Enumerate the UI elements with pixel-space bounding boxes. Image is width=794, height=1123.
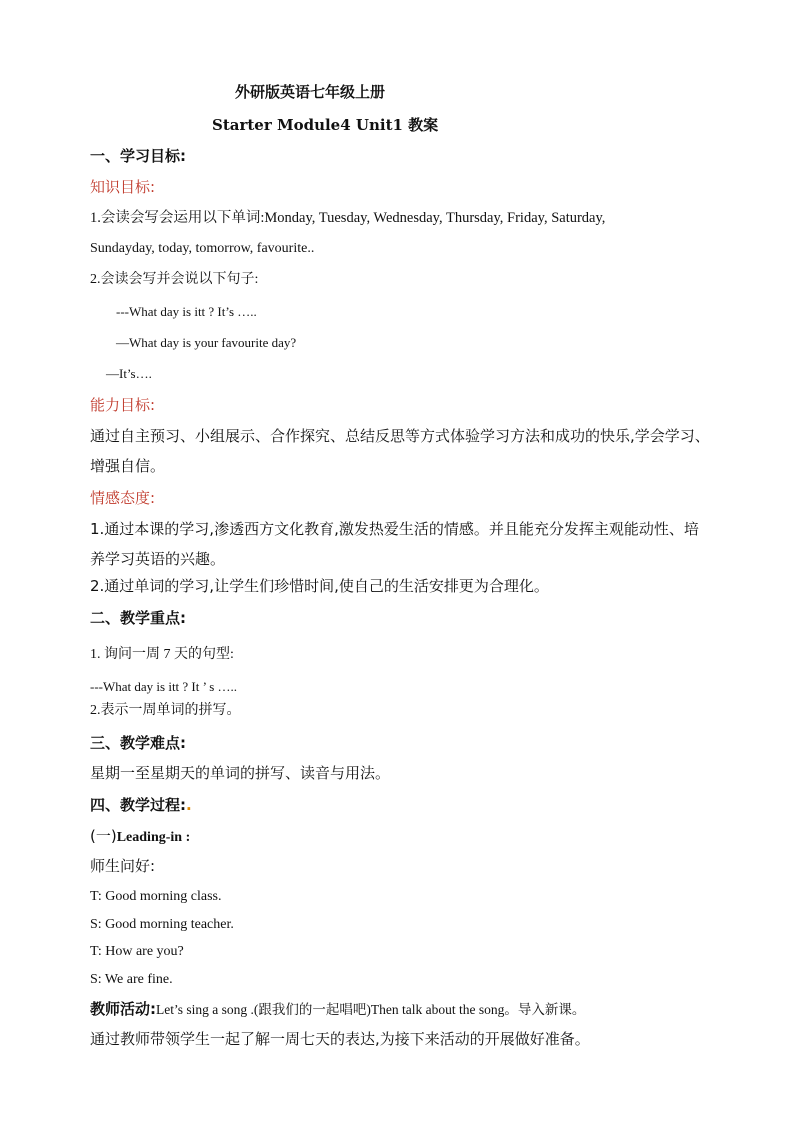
knowledge-item-1-cont: Sundayday, today, tomorrow, favourite.. bbox=[90, 241, 315, 256]
section4-heading bbox=[90, 795, 192, 815]
emotion-attitude-label: 情感态度: bbox=[90, 489, 156, 507]
knowledge-item-2: 2.会读会写并会说以下句子: bbox=[90, 272, 259, 287]
subsection-title: Leading-in : bbox=[116, 830, 191, 845]
teacher-activity-text: Let’s sing a song .(跟我们的一起唱吧)Then talk about the song。导入新课。 bbox=[156, 1002, 586, 1017]
subsection-leading-in bbox=[90, 826, 190, 848]
teacher-activity-label: 教师活动: bbox=[90, 1000, 156, 1018]
dialog-line: T: Good morning class. bbox=[90, 889, 222, 904]
key-point-2: 2.表示一周单词的拼写。 bbox=[90, 703, 241, 718]
section4-heading-text: 四、教学过程: bbox=[90, 796, 186, 814]
document-title: 外研版英语七年级上册 bbox=[235, 83, 386, 101]
knowledge-goals-label: 知识目标: bbox=[90, 178, 156, 196]
dialog-line: S: Good morning teacher. bbox=[90, 917, 234, 932]
sentence-pattern-2: —What day is your favourite day? bbox=[116, 335, 297, 350]
section1-heading: 一、学习目标: bbox=[90, 147, 186, 165]
key-point-1-sentence: ---What day is itt ? It ’ s ….. bbox=[90, 679, 238, 694]
teacher-activity bbox=[90, 999, 585, 1020]
key-point-1: 1. 询问一周 7 天的句型: bbox=[90, 647, 234, 662]
section4-heading-dot: . bbox=[186, 796, 192, 814]
ability-goals-text: 通过自主预习、小组展示、合作探究、总结反思等方式体验学习方法和成功的快乐,学会学习、增强自信。 bbox=[90, 427, 710, 475]
section2-heading: 二、教学重点: bbox=[90, 609, 186, 627]
greeting-label: 师生问好: bbox=[90, 857, 156, 875]
subsection-number: (一) bbox=[90, 827, 117, 845]
difficulty-text: 星期一至星期天的单词的拼写、读音与用法。 bbox=[90, 764, 391, 782]
teacher-activity-note: 通过教师带领学生一起了解一周七天的表达,为接下来活动的开展做好准备。 bbox=[90, 1030, 590, 1048]
knowledge-item-1: 1.会读会写会运用以下单词:Monday, Tuesday, Wednesday, Thursday, Friday, Saturday, bbox=[90, 210, 606, 226]
document-subtitle: Starter Module4 Unit1 教案 bbox=[212, 116, 439, 134]
ability-goals-label: 能力目标: bbox=[90, 396, 156, 414]
emotion-item-1: 1.通过本课的学习,渗透西方文化教育,激发热爱生活的情感。并且能充分发挥主观能动性、培养学习英语的兴趣。 bbox=[90, 520, 699, 568]
emotion-item-2: 2.通过单词的学习,让学生们珍惜时间,使自己的生活安排更为合理化。 bbox=[90, 577, 549, 595]
sentence-pattern-1: ---What day is itt ? It’s ….. bbox=[116, 304, 257, 319]
sentence-pattern-3: —It’s…. bbox=[106, 366, 152, 381]
section3-heading: 三、教学难点: bbox=[90, 734, 186, 752]
dialog-line: T: How are you? bbox=[90, 944, 184, 959]
dialog-line: S: We are fine. bbox=[90, 972, 173, 987]
